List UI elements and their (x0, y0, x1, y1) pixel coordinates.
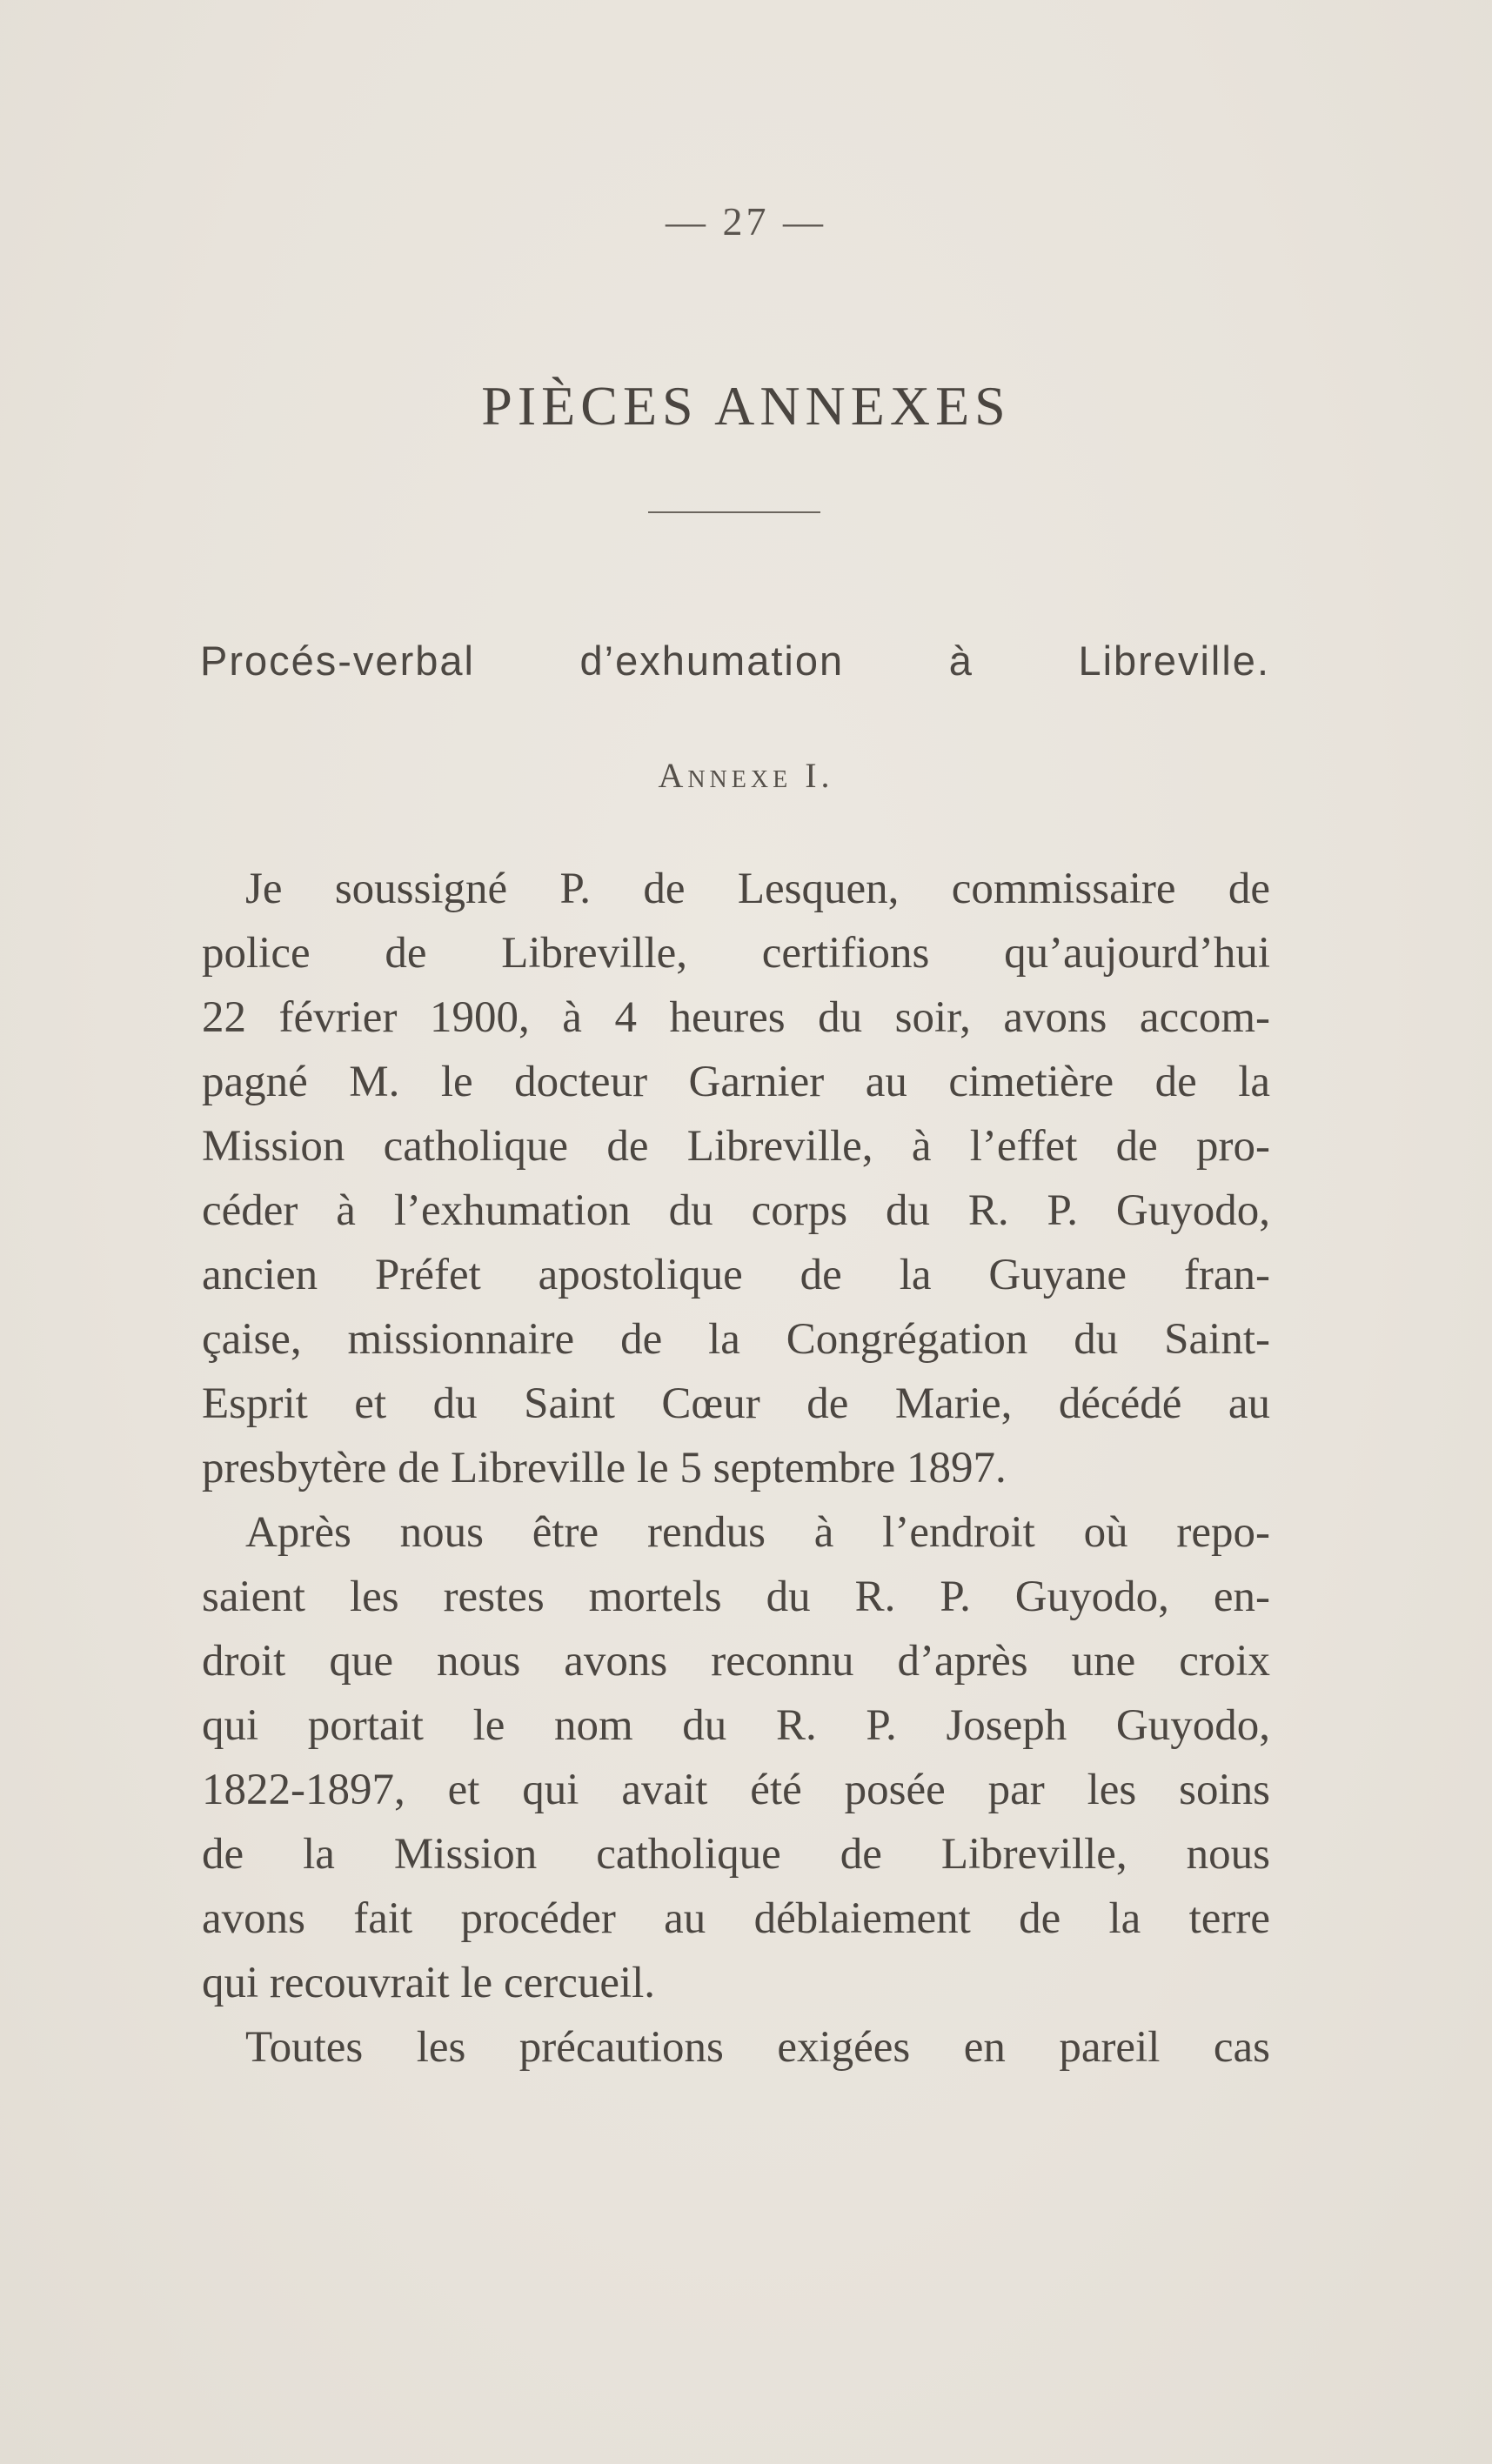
text-line: Je soussigné P. de Lesquen, commissaire de (245, 865, 1270, 913)
text-line: Toutes les précautions exigées en pareil cas (245, 2023, 1270, 2072)
text-line: police de Libreville, certifions qu’aujourd’hui (202, 929, 1270, 978)
body-text (202, 857, 1270, 2080)
text-line: Après nous être rendus à l’endroit où repo- (245, 1508, 1270, 1557)
text-line: çaise, missionnaire de la Congrégation du Saint- (202, 1315, 1270, 1364)
text-line: céder à l’exhumation du corps du R. P. Guyodo, (202, 1186, 1270, 1235)
text-line: pagné M. le docteur Garnier au cimetière de la (202, 1058, 1270, 1106)
text-line: saient les restes mortels du R. P. Guyodo, en- (202, 1573, 1270, 1621)
text-line: Mission catholique de Libreville, à l’effet de pro- (202, 1122, 1270, 1171)
section-title: Procés-verbal d’exhumation à Libreville. (200, 638, 1270, 684)
text-line: Esprit et du Saint Cœur de Marie, décédé au (202, 1379, 1270, 1428)
text-line: presbytère de Libreville le 5 septembre 1897. (202, 1444, 1007, 1492)
page-number: — 27 — (666, 199, 826, 244)
text-line: qui portait le nom du R. P. Joseph Guyodo, (202, 1701, 1270, 1750)
page-heading: PIÈCES ANNEXES (481, 375, 1011, 437)
text-line: 1822-1897, et qui avait été posée par les soins (202, 1766, 1270, 1814)
heading-rule (648, 511, 820, 513)
text-line: ancien Préfet apostolique de la Guyane fran- (202, 1251, 1270, 1299)
text-line: de la Mission catholique de Libreville, nous (202, 1830, 1270, 1879)
text-line: droit que nous avons reconnu d’après une croix (202, 1637, 1270, 1686)
text-line: 22 février 1900, à 4 heures du soir, avons accom- (202, 993, 1270, 1042)
text-line: qui recouvrait le cercueil. (202, 1959, 656, 2007)
annex-label: Annexe I. (658, 756, 834, 795)
text-line: avons fait procéder au déblaiement de la terre (202, 1894, 1270, 1943)
